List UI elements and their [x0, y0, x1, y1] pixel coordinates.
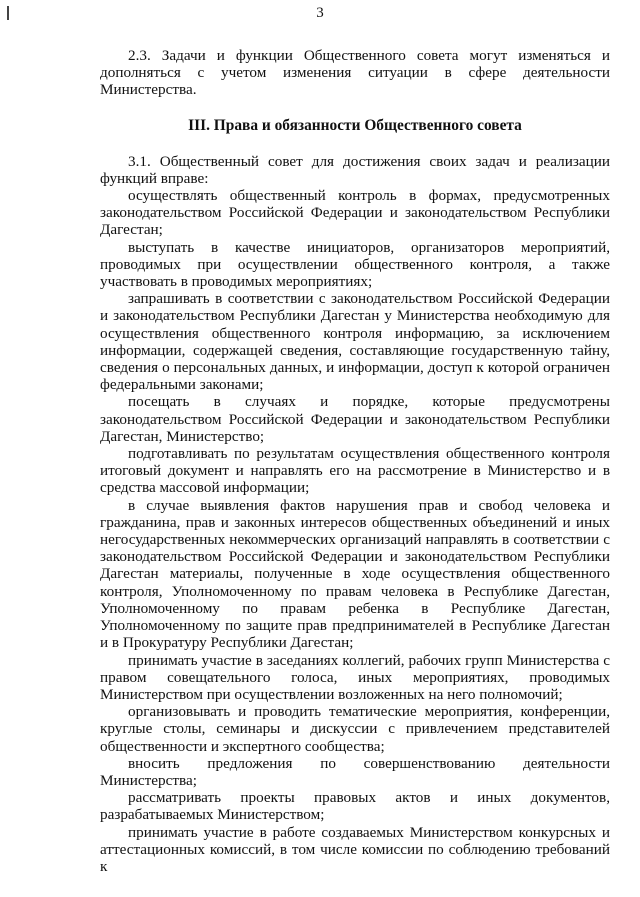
paragraph-3-1-intro: 3.1. Общественный совет для достижения своих задач и реализации функций вправе:: [100, 152, 610, 187]
paragraph-visit-ministry: посещать в случаях и порядке, которые предусмотрены законодательством Российской Федерации и законодательством Республики Дагестан, Министерство;: [100, 393, 610, 445]
paragraph-events: организовывать и проводить тематические мероприятия, конференции, круглые столы, семинары и дискуссии с привлечением представителей общественности и экспертного сообщества;: [100, 703, 610, 755]
paragraph-initiators: выступать в качестве инициаторов, организаторов мероприятий, проводимых при осуществлении общественного контроля, а также участвовать в проводимых мероприятиях;: [100, 238, 610, 291]
paragraph-violations: в случае выявления фактов нарушения прав и свобод человека и гражданина, прав и законных интересов общественных объединений и иных негосударственных некоммерческих организаций направлять в соответствии с законодательством Российской Федерации и законодательством Республики Дагестан материалы, полученные в ходе осуществления общественного контроля, Уполномоченному по правам человека в Республике Дагестан, Уполномоченному по правам ребенка в Республике Дагестан, Уполномоченному по защите прав предпринимателей в Республике Дагестан и в Прокуратуру Республики Дагестан;: [100, 496, 610, 652]
paragraph-proposals: вносить предложения по совершенствованию деятельности Министерства;: [100, 754, 610, 789]
paragraph-commissions: принимать участие в работе создаваемых Министерством конкурсных и аттестационных комиссий, в том числе комиссии по соблюдению требований к: [100, 823, 610, 875]
paragraph-final-document: подготавливать по результатам осуществления общественного контроля итоговый документ и направлять его на рассмотрение в Министерство и в средства массовой информации;: [100, 445, 610, 497]
paragraph-public-control: осуществлять общественный контроль в формах, предусмотренных законодательством Российской Федерации и законодательством Республики Дагестан;: [100, 187, 610, 239]
paragraph-review-drafts: рассматривать проекты правовых актов и иных документов, разрабатываемых Министерством;: [100, 789, 610, 824]
paragraph-2-3: 2.3. Задачи и функции Общественного совета могут изменяться и дополняться с учетом изменения ситуации в сфере деятельности Министерства.: [100, 47, 610, 99]
paragraph-request-information: запрашивать в соответствии с законодательством Российской Федерации и законодательством Республики Дагестан у Министерства необходимую для осуществления общественного контроля информацию, за исключением информации, содержащей сведения, составляющие государственную тайну, сведения о персональных данных, и информации, доступ к которой ограничен федеральными законами;: [100, 290, 610, 394]
document-body: [100, 47, 610, 875]
page-number: 3: [316, 5, 324, 21]
paragraph-meetings: принимать участие в заседаниях коллегий, рабочих групп Министерства с правом совещательного голоса, иных мероприятиях, проводимых Министерством при осуществлении возложенных на него полномочий;: [100, 651, 610, 703]
section-heading: III. Права и обязанности Общественного совета: [188, 116, 522, 134]
